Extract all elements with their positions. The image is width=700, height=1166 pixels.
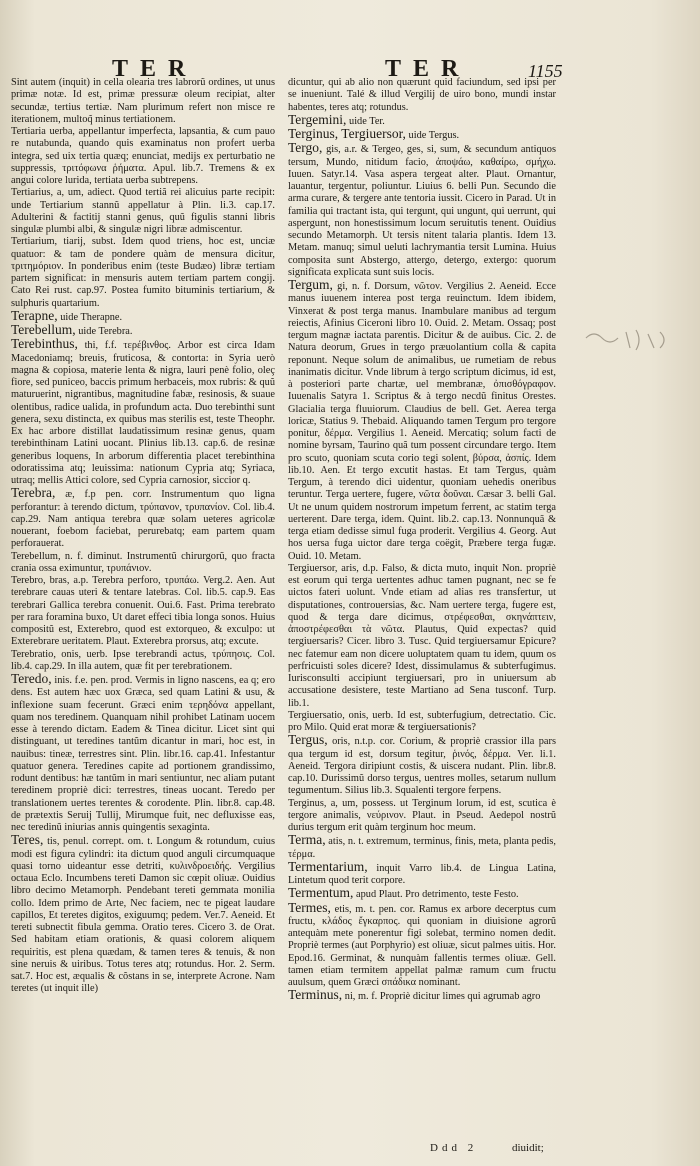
dictionary-entry — [11, 487, 275, 550]
dictionary-entry — [288, 563, 556, 710]
entry-text: uide Ter. — [349, 115, 385, 127]
entry-text: gi, n. f. Dorsum, νῶτον. Vergilius 2. Aeneid. Ecce manus iuuenem interea post terga reuinctum. Idem ibidem, Vinxerat & post terga manus. Inambulare manibus ad tergum reiectis, Afinius Ciceroni libro 10. Ouid. 2. Metam. Ossaq; post tergum magnæ iactata parentis. Dicitur & de auibus. Cic. 2. de Natura deorum, Grues in tergo præuolantium colla & capita reponunt. Neque solum de animalibus, ue rumetiam de rebus inanimatis dicitur. Vnde librum à tergo scriptum dicimus, id est, à posteriori parte chartæ, uel membranæ, ὀπισθόγραφον. Iuuenalis Satyra 1. Scriptus & à tergo necdũ finitus Orestes. Glacialia terga fluuiorum. Claudius de bell. Get. Aerea terga loricæ, Statius 9. Thebaid. Aliquando tamen Tergum pro tergore ponitur, δέρμα. Vergilius 1. Aeneid. Mercatiq; solum facti de nomine byrsam, Taurino quã tum possent circundare tergo. Item pro scuto, quoniam scuta corio tegi solent, βύρσα, ἀσπίς. Idem lib.10. Aen. Et tergo excutit hastas. Et tam Tergus, quàm Tergum, à terendo dici uidentur, quoniam uehedis oneribus teruntur. Terga uertere, fugere, νῶτα δοῦναι. Cæsar 3. belli Gal. Ut ne unum quidem nostrorum impetum ferrent, ac statim terga uerterent. Dare terga, idem. Quint. lib.2. cap.13. Nonnunquã & terga etiam dedisse simul fuga proderit. Vergilius 4. Georg. Aut hos uersa fuga uictor dare terga coëgit, Præbere terga fugæ. Ouid. 10. Metam. — [288, 281, 556, 562]
signature-mark: Ddd 2 — [430, 1142, 478, 1154]
dictionary-entry — [288, 798, 556, 835]
dictionary-entry — [288, 279, 556, 563]
entry-text: Tertiarium, tiarij, subst. Idem quod triens, hoc est, unciæ quatuor: & tam de pondere quàm de mensura dicitur, τριτημόριον. In ponderibus enim (teste Budæo) libræ tertiam partem significat: in mensuris autem tertiam partem congij. Cato Rei rust. cap.97. Postea fumito bituminis tertiarium, & sulphuris quartarium. — [11, 236, 275, 309]
dictionary-entry — [288, 710, 556, 735]
dictionary-entry — [288, 77, 556, 114]
entry-headword: Terebra, — [11, 485, 56, 501]
left-column — [11, 77, 275, 996]
entry-text: æ, f.p pen. corr. Instrumentum quo ligna perforantur: à terendo dictum, τρύπανον, τρυπανίον. Col. lib.4. cap.29. Nam antiqua terebra quæ solam ueteres agricolæ nouerant, foebom faciebat, perurebatq; eam partem quam perforauerat. — [11, 489, 276, 550]
dictionary-entry — [288, 734, 556, 797]
entry-text: atis, n. t. extremum, terminus, finis, meta, planta pedis, τέρμα. — [288, 836, 556, 860]
dictionary-entry — [11, 575, 275, 649]
entry-text: Terebratio, onis, uerb. Ipse terebrandi actus, τρύπησις. Col. lib.4. cap.29. In illa autem, quæ fit per terebrationem. — [11, 648, 275, 672]
dictionary-entry — [288, 142, 556, 279]
entry-headword: Termentarium, — [288, 858, 368, 874]
running-head-right: TER — [385, 56, 471, 82]
entry-text: Sint autem (inquit) in cella olearia tres labrorũ ordines, ut unus primæ notæ. Id est, primæ pressuræ oleum recipiat, alter secundæ, tertius tertiæ. Nam plurimum refert non misce re iterationem, multoq̃ minus tertiationem. — [11, 77, 275, 125]
entry-text: dicuntur, qui ab alio non quærunt quid faciundum, sed ipsi per se inueniunt. Talé & illud Vergilij de uiro bono, mundi instar habentes, teres atq; rotundus. — [288, 77, 556, 113]
entry-text: Tergiuersatio, onis, uerb. Id est, subterfugium, detrectatio. Cic. pro Milo. Quid erat moræ & tergiuersationis? — [288, 709, 556, 733]
right-column — [288, 77, 556, 1004]
catchword: diuidit; — [512, 1142, 544, 1154]
entry-text: Terginus, a, um, possess. ut Terginum lorum, id est, scutica è tergore animalis, νεύρινον. Plaut. in Pseud. Aedepol nostrũ durius tergum erit quàm terginum hoc meum. — [288, 797, 556, 833]
entry-text: Terebellum, n. f. diminut. Instrumentũ chirurgorũ, quo fracta crania ossa eximuntur, τρυπάνιον. — [11, 550, 275, 574]
entry-headword: Tergo, — [288, 140, 323, 156]
entry-headword: Terma, — [288, 832, 326, 848]
entry-headword: Tergum, — [288, 277, 333, 292]
dictionary-entry — [288, 128, 556, 142]
entry-text: Tertiaria uerba, appellantur imperfecta, lapsantia, & cum pauo re nutabunda, quando quis examinatus non profert uerba integra, sed uix tertia quæq; enunciat, medijs ex perturbatio ne suppressis, τριτόφωνα ῥήματα. Apul. lib.7. Tremens & ex angui colore lurida, tertiata uerba subtrepens. — [11, 126, 275, 186]
entry-headword: Teredo, — [11, 671, 52, 686]
dictionary-entry — [11, 187, 275, 236]
entry-text: etis, m. t. pen. cor. Ramus ex arbore decerptus cum fructu, κλάδος ἔγκαρπος. qui quoniam in diuisione agrorũ antequàm mete ponerentur figi solebat, termino nomen dedit. Propriè termes (aut Porphyrio) est oliuæ, sicut palmes uitis. Hor. Epod.16. Germinat, & nunquàm fallentis termes oliuæ. Gell. tamen etiam termitem appellat palmæ ramum cum fructu auulsum, quem Græci σπάδικα nominant. — [288, 903, 556, 988]
entry-headword: Terapne, — [11, 307, 58, 323]
entry-headword: Tergemini, — [288, 111, 347, 127]
entry-text: inis. f.e. pen. prod. Vermis in ligno nascens, ea q; ero dens. Est autem hæc uox Græca, sed quam Latini & usu, & inflexione suam fecerunt. Græci enim τερηδόνα appellant, quam nos teredinem. Quanquam nihil prohibet Latinam uocem esse à terendo dictam. Eadem & Tinea dicitur. Licet sint qui distinguant, ut teredines tantũm dicantur in mari, hoc est, in nauibus: tineæ, terrestres sint. Plin. libr.16. cap.41. Infestantur quatuor genera. Teredines capite ad portionem grandissimo, rodunt dentibus: hæ tantũm in mari sentiuntur, nec aliam putant teredinem propriè dici: terrestres, tineas uocant. Teredo per translationem uertes terentes & corodente. Plin. libr.8. cap.48. de prætextis Seruij Tullij, Mirumque fuit, nec defluxisse eas, nec teredinũ iniurias annis quingentis sexaginta. — [11, 675, 275, 833]
page-number: 1155 — [528, 61, 563, 81]
dictionary-entry — [11, 673, 275, 834]
entry-text: uide Therapne. — [60, 311, 123, 323]
entry-text: apud Plaut. Pro detrimento, teste Festo. — [356, 889, 519, 901]
dictionary-entry — [288, 989, 556, 1003]
marginal-annotation — [576, 318, 686, 366]
dictionary-entry — [11, 77, 275, 126]
entry-text: uide Tergus. — [408, 130, 460, 141]
entry-text: gis, a.r. & Tergeo, ges, si, sum, & secundum antiquos tersum, Mundo, nitidum facio, ἀποψάω, καθαίρω, σμήχω. Iuuen. Satyr.14. Vasa aspera tergeat alter. Plaut. Ornantur, lauantur, tergentur, poliuntur. Liuius 6. belli Pun. Secundo die arma curare, & tergere ante tentoria iussit. Cicero in Parad. Ut in familia qui tractant ista, qui tergunt, qui ungunt, qui uerrunt, qui aspergunt, non honestissimum locum seruitutis tenent. Ouidius secundo Metamorph. Ut tersis nitent talaria plantis. Idem 13. Metam. manuq; simul ueluti lachrymantia tersit Lumina. Huius composita sunt Abstergo, attergo, detergo, extergo: quorum significata explicata sunt suis locis. — [288, 144, 556, 278]
dictionary-entry — [288, 858, 556, 888]
dictionary-entry — [11, 834, 275, 995]
entry-text: Terebro, bras, a.p. Terebra perforo, τρυπάω. Verg.2. Aen. Aut terebrare cauas uteri & tentare latebras. Col. lib.5. cap.9. Eas terebrari Gallica terebra conuenit. Oui.6. Fast. Prima terebrato per rara foramina buxo, Ut daret effeci tibia longa sonos. Huius compositũ est, Exterebro, quod est extorqueo, & exculpo: ut Exterebrare ueritatem. Plaut. Exterebra prorsus, atq; excute. — [11, 575, 275, 648]
entry-headword: Teres, — [11, 832, 44, 848]
dictionary-entry — [11, 236, 275, 310]
entry-text: oris, n.t.p. cor. Corium, & propriè crassior illa pars qua tergum id est, dorsum tegitur, ῥινός, δέρμα. Ver. li.1. Aeneid. Tergora diripiunt costis, & uiscera nudant. Plin. libr.8. cap.10. Durissimũ dorso tergus, uentres molles, setarum nullum tegumentum. Silius lib.3. Squalenti tergore ferpens. — [288, 736, 556, 797]
entry-text: inquit Varro lib.4. de Lingua Latina, Lintetum quod terit corpore. — [288, 862, 556, 886]
dictionary-entry — [11, 551, 275, 576]
entry-text: tis, penul. corrept. om. t. Longum & rotundum, cuius modi est figura cylindri: ita dictum quod anguli circumquaque quasi torno uideantur esse detriti, κυλινδροειδής. Vergilius octaua Eclo. Incumbens tereti Damon sic cœpit oliuæ. Ouidius libro decimo Metamorph. Pendebant tereti gemmata monilia collo. Idem primo de Arte, Nec faciem, nec te pigeat laudare capillos, Et teretes digitos, exiguumq; pedem. Ver.7. Aeneid. Et tereti subnectit fibula gemma. Oratio teres. Cicero 3. de Orat. Sed habitam etiam orationis, & quasi colorem aliquem requiritis, est plena quædam, & tamen teres & tenuis, & non sine neruis & uiribus. Totus teres atq; rotundus. Hor. 2. Serm. sat.7. Hoc est, æqualis & cõstans in se, interprete Acrone. Nam teretes (ut inquit ille) — [11, 836, 275, 995]
entry-headword: Terminus, — [288, 987, 343, 1003]
entry-text: thi, f.f. τερέβινθος. Arbor est circa Idam Macedoniamq; breuis, fruticosa, & contorta: in Syria uerò magna & copiosa, materie lenta & nigra, lauri penè folio, oleç fiore, sed puniceo, baccis primum herbaceis, mox rubris: & quũ maturuerint, nigrantibus, magnitudine fabæ, resinosis, & suaue olentibus, radice ualida, in profundum acta. Duo terebinthi sunt genera, sexu distincta, ex quibus mas sterilis est, teste Theophr. Ex hac arbore distillat laudatissimum resinæ genus, quam terebinthinam Latini uocant. Plinius lib.13. cap.6. de resinæ generibus loquens, In arborum differentia placet terebinthina odoratissima atq; leuissima: nationum Cypria atq; Syriaca, utraq; mellis Attici colore, sed Cypria carnosior, siccior q. — [11, 340, 275, 486]
dictionary-entry — [288, 899, 556, 990]
running-head-left: TER — [112, 56, 198, 82]
entry-text: Tertiarius, a, um, adiect. Quod tertiã rei alicuius parte recipit: unde Tertiarium stannũ appellatur à Plin. li.3. cap.17. Adulterini & factitij stanni genus, quũ figulis stanni libris singulæ plumbi albi, & singulæ nigri libræ admiscentur. — [11, 187, 275, 235]
entry-text: ni, m. f. Propriè dicitur limes qui agrumab agro — [344, 991, 541, 1003]
entry-headword: Terebinthus, — [11, 336, 78, 352]
entry-headword: Termes, — [288, 899, 331, 915]
dictionary-entry — [288, 834, 556, 861]
dictionary-entry — [11, 649, 275, 674]
entry-text: uide Terebra. — [78, 326, 133, 337]
entry-headword: Terebellum, — [11, 322, 76, 337]
entry-headword: Termentum, — [288, 885, 354, 901]
entry-text: Tergiuersor, aris, d.p. Falso, & dicta muto, inquit Non. propriè est eorum qui terga uertentes adhuc tamen pugnant, nec se fe uictos fateri uolunt. Vnde etiam ad alias res transfertur, ut disputationes, controuersias, &c. Nam uertere terga, fugere est, quod & terga dare dicimus, στρέφεσθαι, σκηνάπτειν, ἀποστρέφεσθαι τὰ νῶτα. Plautus, Quid expectas? quid tergiuersaris? Cicer. libro 3. Tusc. Quid tergiuersamur Epicure? nec fatemur eam non dicere uoluptatem quam tu idem, quum os perfricuisti soles dicere? Idest, dissimulamus & subterfugimus. Iurisconsulti accipiunt tergiuersari, pro in uniuersum ab accusatione desistere, teste Martiano ad Sena tusconf. Turp. lib.1. — [288, 562, 556, 709]
dictionary-entry — [11, 126, 275, 187]
entry-headword: Tergus, — [288, 732, 328, 748]
entry-headword: Terginus, Tergiuersor, — [288, 126, 406, 141]
dictionary-entry — [11, 338, 275, 487]
